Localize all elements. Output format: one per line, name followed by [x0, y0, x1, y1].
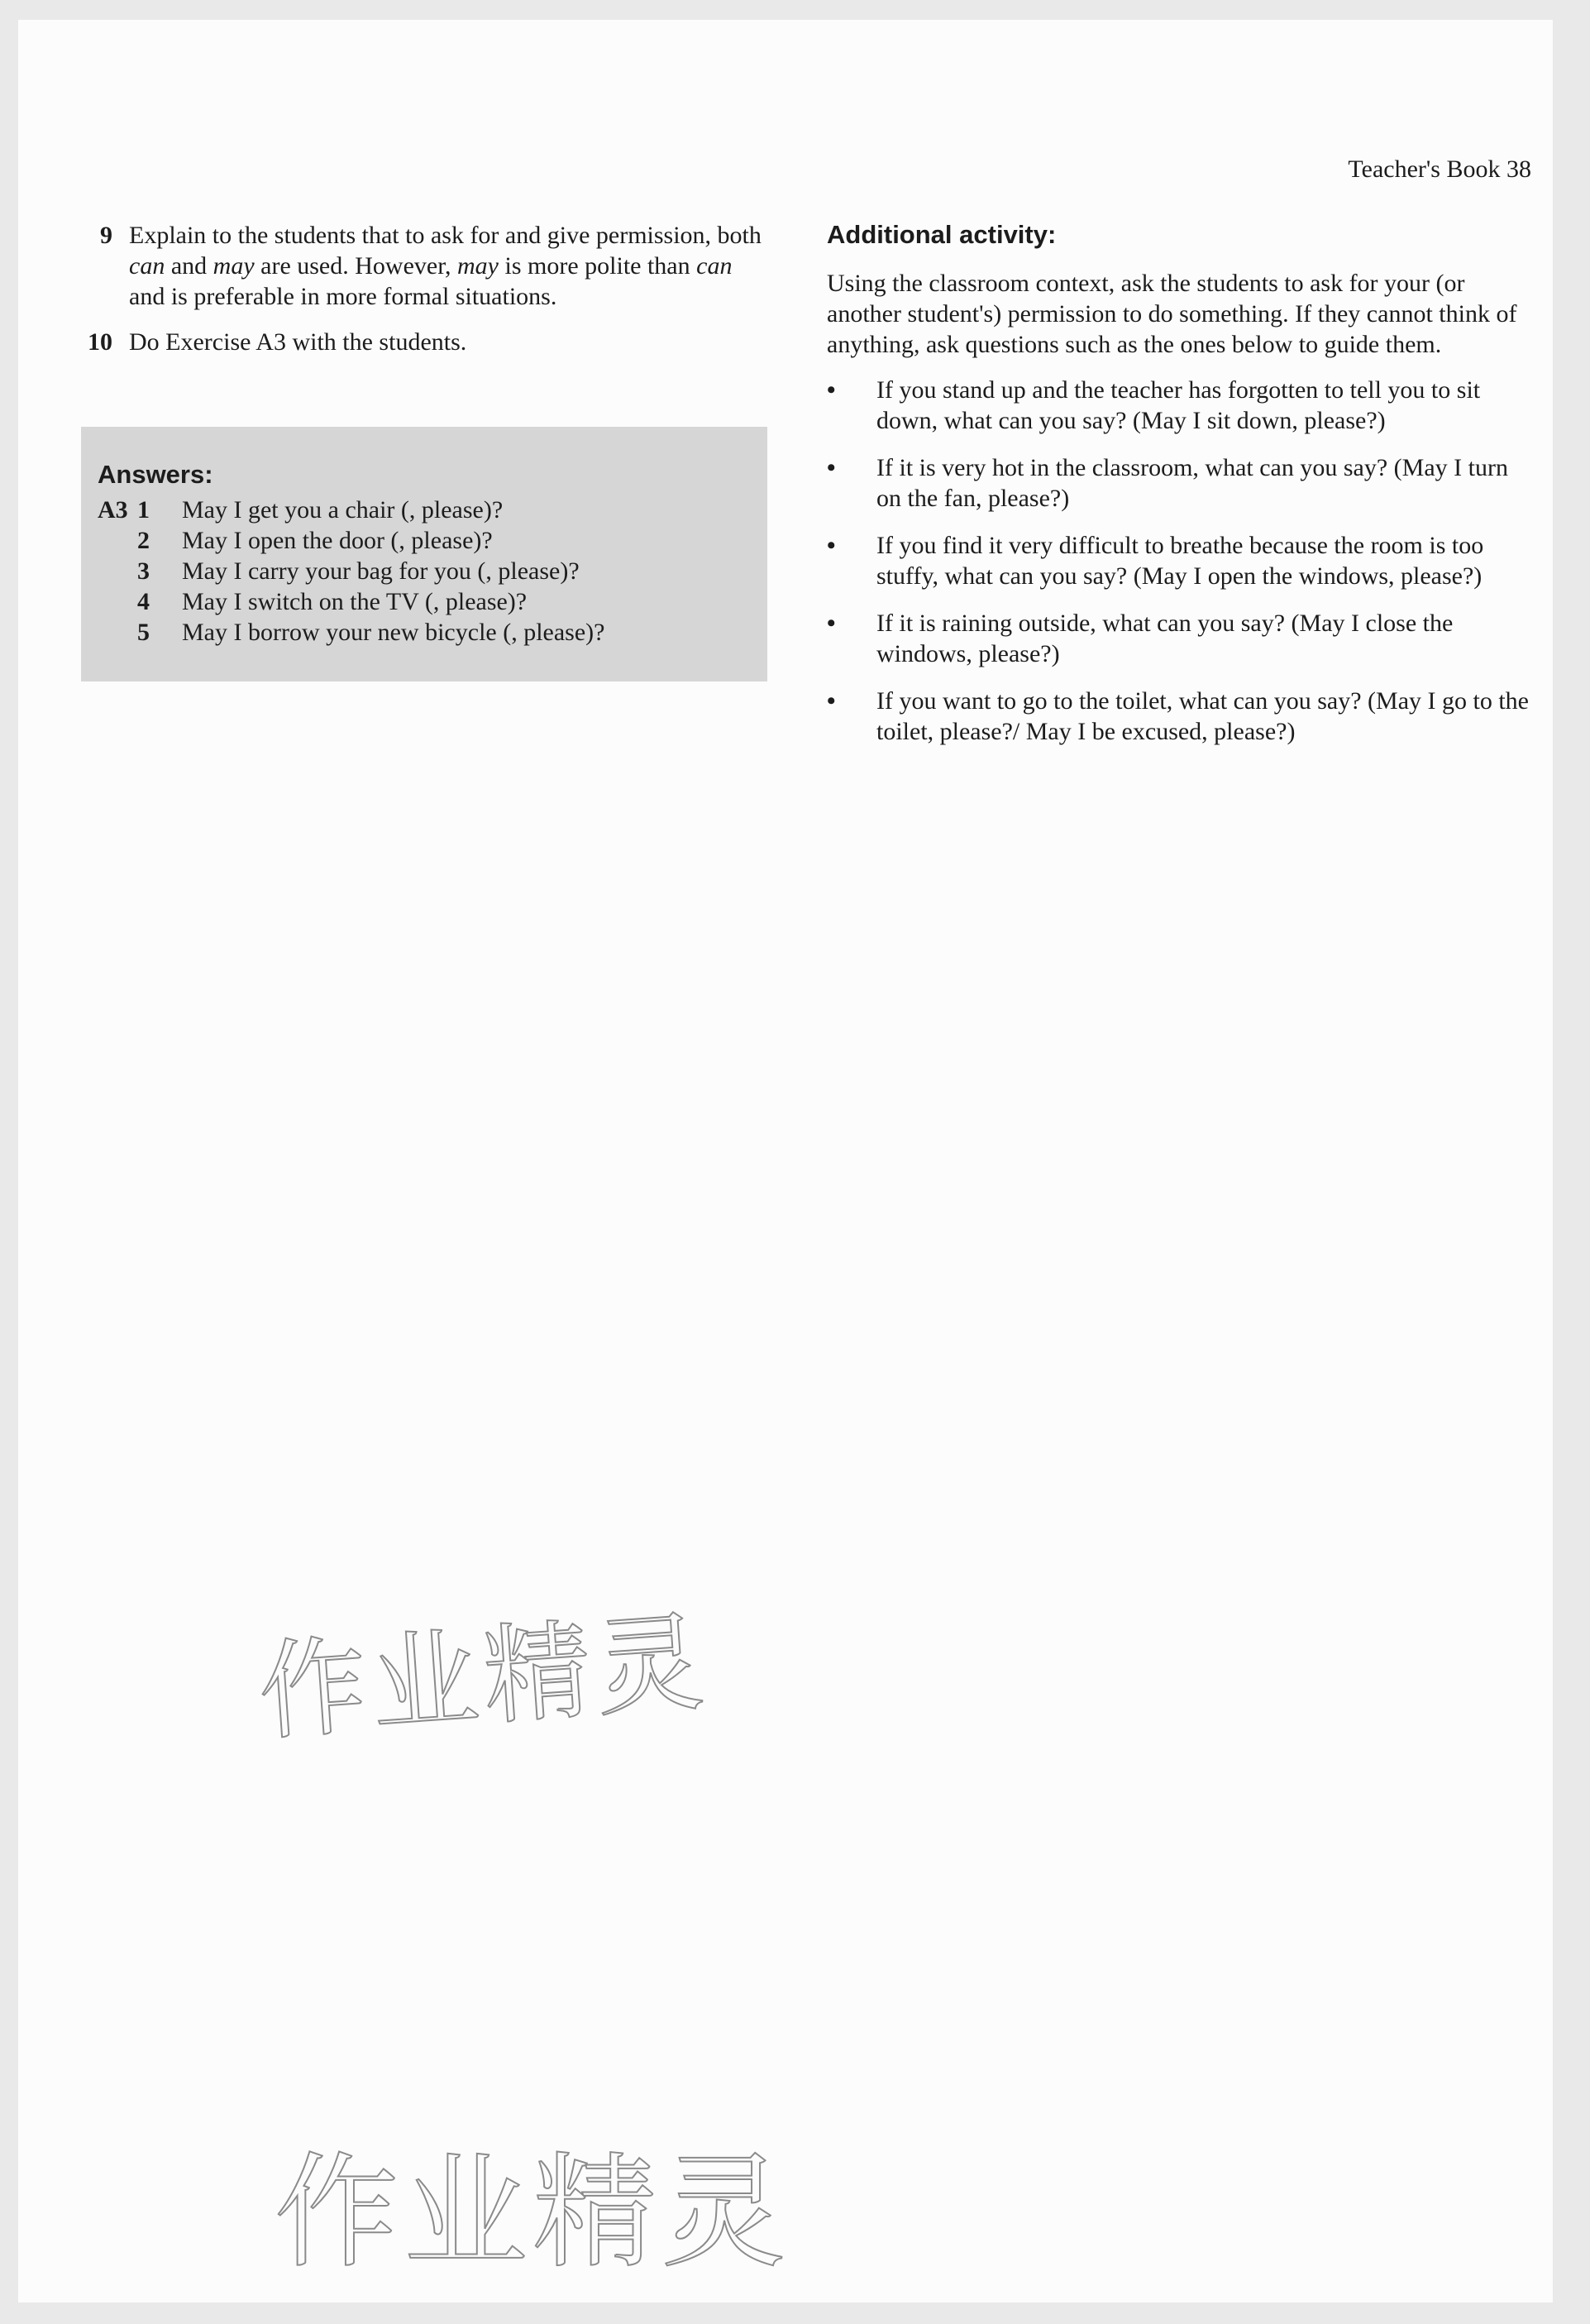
bullet-item	[827, 375, 1531, 436]
bullet-dot-icon: •	[827, 454, 836, 481]
answer-text: May I get you a chair (, please)?	[182, 496, 504, 524]
answer-row	[98, 617, 604, 648]
answers-box	[81, 427, 767, 681]
bullet-item	[827, 530, 1531, 591]
step-item	[79, 327, 766, 357]
answers-list	[98, 495, 604, 648]
step-text: Do Exercise A3 with the students.	[129, 328, 467, 356]
watermark-text: 作业精灵	[275, 2141, 791, 2285]
right-column	[827, 220, 1531, 763]
left-column	[79, 220, 766, 372]
bullet-item	[827, 608, 1531, 669]
bullet-text: If it is very hot in the classroom, what can you say? (May I turn on the fan, please?)	[876, 454, 1508, 512]
bullet-dot-icon: •	[827, 687, 836, 715]
answers-title: Answers:	[98, 460, 213, 489]
additional-activity-heading: Additional activity:	[827, 220, 1057, 249]
bullet-dot-icon: •	[827, 610, 836, 637]
bullet-text: If you stand up and the teacher has forgotten to tell you to sit down, what can you say? (May I sit down, please?)	[876, 376, 1481, 434]
additional-activity-intro: Using the classroom context, ask the students to ask for your (or another student's) permission to do something. If they cannot think of anything, ask questions such as the ones below to guide them.	[827, 270, 1517, 358]
answer-number: 1	[137, 496, 150, 524]
step-number: 10	[88, 328, 112, 356]
answer-row	[98, 495, 604, 525]
answer-text: May I open the door (, please)?	[182, 527, 493, 554]
answer-number: 4	[137, 588, 150, 615]
answer-exercise-label: A3	[98, 496, 128, 524]
answer-number: 2	[137, 527, 150, 554]
bullet-item	[827, 686, 1531, 747]
answer-text: May I switch on the TV (, please)?	[182, 588, 528, 615]
answer-row	[98, 586, 604, 617]
step-item	[79, 220, 766, 312]
answer-text: May I borrow your new bicycle (, please)?	[182, 619, 605, 646]
answer-row	[98, 556, 604, 586]
step-number: 9	[100, 222, 112, 249]
document-page	[18, 20, 1553, 2302]
bullet-dot-icon: •	[827, 532, 836, 559]
watermark-text: 作业精灵	[255, 1599, 713, 1756]
answer-number: 5	[137, 619, 150, 646]
bullet-item	[827, 452, 1531, 514]
answer-row	[98, 525, 604, 556]
step-text: Explain to the students that to ask for and give permission, both can and may are used. However, may is more polite than can and is preferable in more formal situations.	[129, 222, 762, 310]
page-reference: Teacher's Book 38	[1348, 155, 1531, 183]
bullet-text: If it is raining outside, what can you say? (May I close the windows, please?)	[876, 610, 1454, 667]
bullet-text: If you want to go to the toilet, what can you say? (May I go to the toilet, please?/ May I be excused, please?)	[876, 687, 1529, 745]
answer-number: 3	[137, 557, 150, 585]
answer-text: May I carry your bag for you (, please)?	[182, 557, 580, 585]
bullet-text: If you find it very difficult to breathe because the room is too stuffy, what can you say? (May I open the windows, please?)	[876, 532, 1484, 590]
bullet-dot-icon: •	[827, 376, 836, 404]
